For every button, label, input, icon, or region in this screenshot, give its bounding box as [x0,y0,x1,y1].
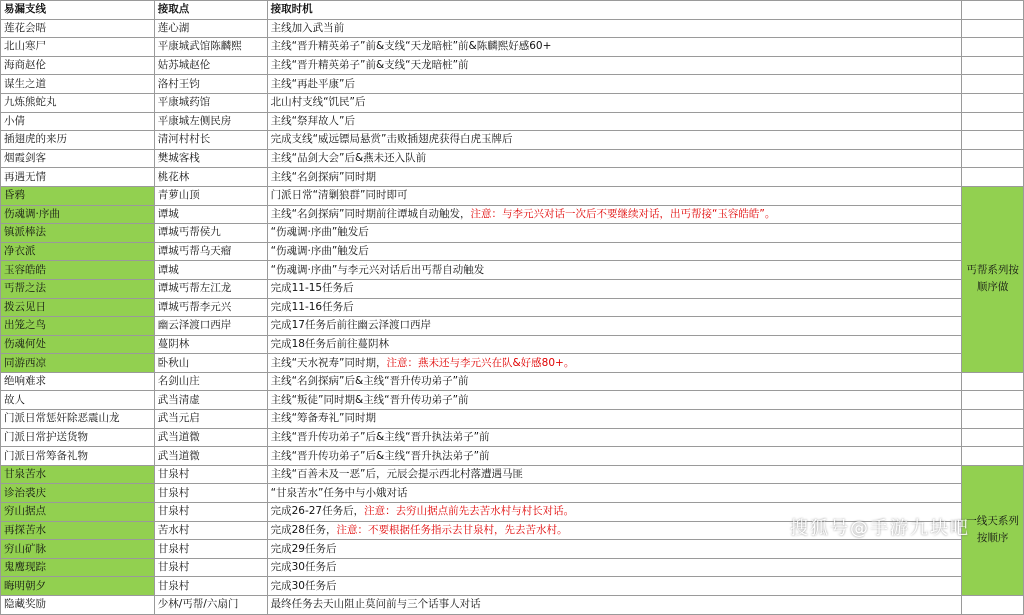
empty-cell [962,149,1024,168]
quest-timing-cell [267,149,962,168]
table-row [1,298,1024,317]
timing-text: 主线加入武当前 [270,21,345,34]
empty-cell [962,391,1024,410]
timing-text: 主线“筹备寿礼”同时期 [270,412,376,425]
table-row [1,224,1024,243]
timing-text: 主线“晋升传功弟子”后&主线“晋升执法弟子”前 [270,430,490,443]
quest-name-cell: 晦明朝夕 [1,577,155,596]
quest-timing-cell [267,93,962,112]
quest-name-cell: 出笼之鸟 [1,317,155,336]
quest-place-cell: 樊城客栈 [154,149,267,168]
timing-text: 主线“再赴平康”后 [270,77,355,90]
quest-name-cell: 小倩 [1,112,155,131]
quest-place-cell: 平康城武馆陈麟熙 [154,38,267,57]
quest-place-cell: 甘泉村 [154,540,267,559]
quest-place-cell: 谭城 [154,205,267,224]
timing-text: “伤魂调·序曲”触发后 [270,226,369,239]
quest-timing-cell [267,19,962,38]
empty-cell [962,447,1024,466]
header-timing: 接取时机 [267,1,962,20]
timing-text: 完成29任务后 [270,542,337,555]
quest-timing-cell [267,131,962,150]
quest-name-cell: 再遇无情 [1,168,155,187]
quest-place-cell: 甘泉村 [154,558,267,577]
header-name: 易漏支线 [1,1,155,20]
quest-timing-cell [267,224,962,243]
table-row [1,93,1024,112]
empty-cell [962,428,1024,447]
timing-note: 注意：与李元兴对话一次后不要继续对话，出丐帮接“玉容皓皓”。 [470,207,776,220]
quest-timing-cell [267,540,962,559]
quest-place-cell: 卧秋山 [154,354,267,373]
quest-timing-cell [267,205,962,224]
quest-place-cell: 洛村王钧 [154,75,267,94]
timing-text: “伤魂调·序曲”与李元兴对话后出丐帮自动触发 [270,263,485,276]
table-row [1,279,1024,298]
quest-timing-cell [267,391,962,410]
quest-name-cell: 穷山矿脉 [1,540,155,559]
quest-name-cell: 故人 [1,391,155,410]
timing-text: 完成26-27任务后， [270,505,365,518]
quest-name-cell: 插翅虎的来历 [1,131,155,150]
timing-text: “伤魂调·序曲”触发后 [270,245,369,258]
table-row [1,56,1024,75]
timing-text: 最终任务去天山阻止莫问前与三个话事人对话 [270,598,481,611]
table-row [1,540,1024,559]
quest-timing-cell [267,56,962,75]
quest-timing-cell [267,484,962,503]
empty-cell [962,38,1024,57]
quest-name-cell: 丐帮之法 [1,279,155,298]
quest-place-cell: 武当清虚 [154,391,267,410]
quest-timing-cell [267,298,962,317]
quest-place-cell: 平康城药馆 [154,93,267,112]
quest-timing-cell [267,428,962,447]
quest-name-cell: 烟霞剑客 [1,149,155,168]
header-empty [962,1,1024,20]
timing-text: 主线“晋升传功弟子”后&主线“晋升执法弟子”前 [270,449,490,462]
quest-timing-cell [267,335,962,354]
table-row [1,354,1024,373]
header-row [1,1,1024,20]
timing-note: 注意：燕未还与李元兴在队&好感80+。 [386,356,575,369]
timing-text: 主线“天水祝寿”同时期， [270,356,387,369]
quest-name-cell: 北山寒尸 [1,38,155,57]
quest-name-cell: 海商赵伦 [1,56,155,75]
timing-text: 完成30任务后 [270,579,337,592]
quest-name-cell: 甘泉苦水 [1,465,155,484]
table-row [1,577,1024,596]
table-row [1,261,1024,280]
quest-place-cell: 姑苏城赵伦 [154,56,267,75]
quest-name-cell: 谋生之道 [1,75,155,94]
empty-cell [962,112,1024,131]
quest-timing-cell [267,465,962,484]
quest-place-cell: 莲心湖 [154,19,267,38]
quest-place-cell: 蔓阴林 [154,335,267,354]
timing-text: 完成11-15任务后 [270,282,354,295]
quest-name-cell: 再探苦水 [1,521,155,540]
quest-place-cell: 武当元启 [154,410,267,429]
quest-place-cell: 武当道微 [154,447,267,466]
quest-timing-cell [267,447,962,466]
timing-text: 完成支线“威远镖局悬赏”击败插翅虎获得白虎玉牌后 [270,133,513,146]
quest-name-cell: 净衣派 [1,242,155,261]
quest-timing-cell [267,596,962,615]
table-row [1,205,1024,224]
table-row [1,317,1024,336]
table-row [1,558,1024,577]
empty-cell [962,75,1024,94]
quest-name-cell: 昏鸦 [1,186,155,205]
table-row [1,447,1024,466]
empty-cell [962,131,1024,150]
table-row [1,242,1024,261]
quest-timing-cell [267,242,962,261]
quest-place-cell: 甘泉村 [154,465,267,484]
quest-place-cell: 青萝山顶 [154,186,267,205]
timing-text: 北山村支线“饥民”后 [270,96,366,109]
timing-text: 主线“名剑探病”后&主线“晋升传功弟子”前 [270,375,469,388]
quest-place-cell: 名剑山庄 [154,372,267,391]
timing-text: 完成18任务后前往蔓阴林 [270,337,389,350]
quest-place-cell: 桃花林 [154,168,267,187]
timing-text: 完成17任务后前往幽云泽渡口西岸 [270,319,431,332]
quest-place-cell: 谭城丐帮乌天瘤 [154,242,267,261]
quest-place-cell: 甘泉村 [154,484,267,503]
quest-name-cell: 镇派棒法 [1,224,155,243]
timing-text: 主线“品剑大会”后&燕未还入队前 [270,152,427,165]
header-place: 接取点 [154,1,267,20]
quest-timing-cell [267,75,962,94]
table-row [1,391,1024,410]
quest-timing-cell [267,558,962,577]
quest-name-cell: 门派日常筹备礼物 [1,447,155,466]
quest-place-cell: 幽云泽渡口西岸 [154,317,267,336]
table-row [1,149,1024,168]
table-row [1,168,1024,187]
quest-timing-cell [267,261,962,280]
quest-place-cell: 甘泉村 [154,503,267,522]
quest-place-cell: 谭城丐帮李元兴 [154,298,267,317]
quest-place-cell: 清河村村长 [154,131,267,150]
table-row [1,410,1024,429]
side-note-yixiantian: 一线天系列按顺序 [962,465,1024,595]
quest-place-cell: 武当道微 [154,428,267,447]
quest-name-cell: 拨云见日 [1,298,155,317]
table-row [1,19,1024,38]
quest-name-cell: 门派日常惩奸除恶震山龙 [1,410,155,429]
timing-note: 注意：去穷山据点前先去苦水村与村长对话。 [364,505,575,518]
quest-timing-cell [267,354,962,373]
table-row [1,596,1024,615]
timing-text: 完成28任务， [270,523,337,536]
quest-name-cell: 玉容皓皓 [1,261,155,280]
table-row [1,484,1024,503]
timing-text: “甘泉苦水”任务中与小娥对话 [270,486,408,499]
quest-name-cell: 门派日常护送货物 [1,428,155,447]
quest-name-cell: 隐藏奖励 [1,596,155,615]
timing-text: 主线“名剑探病”同时期 [270,170,376,183]
quest-name-cell: 伤魂何处 [1,335,155,354]
timing-text: 主线“晋升精英弟子”前&支线“天龙暗桩”前 [270,59,469,72]
table-row [1,75,1024,94]
quest-place-cell: 少林/丐帮/六扇门 [154,596,267,615]
quest-timing-cell [267,112,962,131]
watermark: 搜狐号@手游九块吧 [790,518,970,539]
empty-cell [962,56,1024,75]
empty-cell [962,19,1024,38]
timing-note: 注意：不要根据任务指示去甘泉村，先去苦水村。 [336,523,568,536]
timing-text: 完成30任务后 [270,561,337,574]
timing-text: 主线“百善未及一恶”后，元辰会提示西北村落遭遇马匪 [270,468,523,481]
timing-text: 主线“叛徒”同时期&主线“晋升传功弟子”前 [270,393,469,406]
table-row [1,38,1024,57]
quest-place-cell: 平康城左侧民房 [154,112,267,131]
quest-timing-cell [267,38,962,57]
empty-cell [962,372,1024,391]
quest-name-cell: 伤魂调·序曲 [1,205,155,224]
table-row [1,465,1024,484]
table-row [1,186,1024,205]
quest-place-cell: 苦水村 [154,521,267,540]
quest-place-cell: 谭城 [154,261,267,280]
quest-timing-cell [267,577,962,596]
table-row [1,372,1024,391]
quest-timing-cell [267,372,962,391]
quest-name-cell: 莲花会晤 [1,19,155,38]
timing-text: 门派日常“清剿狼群”同时即可 [270,189,408,202]
empty-cell [962,410,1024,429]
quest-name-cell: 同游西凉 [1,354,155,373]
table-row [1,112,1024,131]
table-row [1,335,1024,354]
quest-name-cell: 穷山据点 [1,503,155,522]
table-row [1,428,1024,447]
empty-cell [962,93,1024,112]
quest-timing-cell [267,410,962,429]
quest-place-cell: 甘泉村 [154,577,267,596]
quest-place-cell: 谭城丐帮左江龙 [154,279,267,298]
side-note-gaibang: 丐帮系列按顺序做 [962,186,1024,372]
quest-timing-cell [267,279,962,298]
quest-place-cell: 谭城丐帮侯九 [154,224,267,243]
timing-text: 主线“祭拜故人”后 [270,114,355,127]
timing-text: 主线“名剑探病”同时期前往谭城自动触发， [270,207,471,220]
quest-name-cell: 诊治裘庆 [1,484,155,503]
empty-cell [962,168,1024,187]
empty-cell [962,596,1024,615]
timing-text: 完成11-16任务后 [270,300,354,313]
quest-name-cell: 鬼鹰现踪 [1,558,155,577]
timing-text: 主线“晋升精英弟子”前&支线“天龙暗桩”前&陈麟熙好感60+ [270,40,552,53]
quest-name-cell: 绝响难求 [1,372,155,391]
quest-timing-cell [267,186,962,205]
table-row [1,131,1024,150]
quest-timing-cell [267,317,962,336]
quest-timing-cell [267,168,962,187]
quest-name-cell: 九炼熊蛇丸 [1,93,155,112]
